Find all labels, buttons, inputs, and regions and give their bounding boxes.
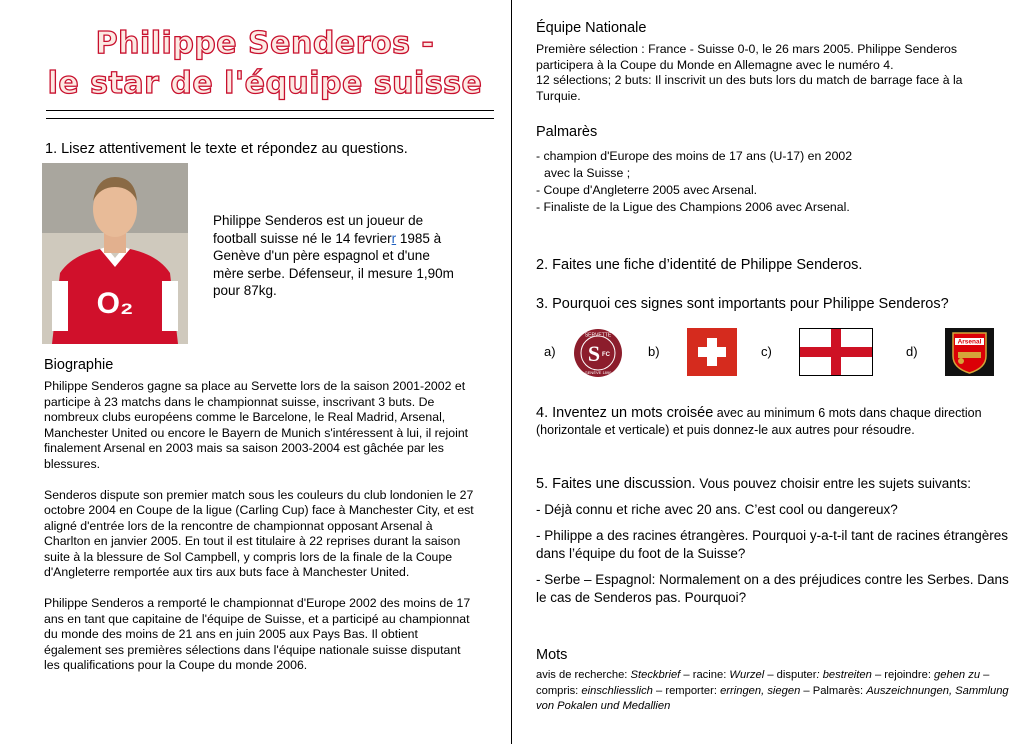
national-line-1: Première sélection : France - Suisse 0-0, le 26 mars 2005. Philippe Senderos participera à la Coupe du Monde en Allemagne avec le numéro 4. <box>536 42 958 72</box>
national-line-2: 12 sélections; 2 buts: Il inscrivit un des buts lors du match de barrage face à la Turquie. <box>536 73 963 103</box>
sign-label-a: a) <box>544 344 556 359</box>
vocab-de: : bestreiten <box>816 669 872 681</box>
vocab-fr: – Palmarès: <box>800 684 867 697</box>
sign-label-c: c) <box>761 344 772 359</box>
task-4-rest: avec au minimum 6 mots dans chaque direction (horizontale et verticale) et puis donnez-le aux autres pour résoudre. <box>536 406 982 437</box>
intro-part-2: 1985 à Genève d'un père espagnol et d'une mère serbe. Défenseur, il mesure 1,90m pour 87kg. <box>213 230 454 298</box>
palmares-item: - Finaliste de la Ligue des Champions 2006 avec Arsenal. <box>536 200 850 214</box>
servette-logo-icon <box>573 328 623 378</box>
biography-heading: Biographie <box>44 357 114 373</box>
vocab-fr: avis de recherche: <box>536 669 631 681</box>
vocab-fr: – rejoindre: <box>871 669 935 681</box>
title-rule-bottom <box>46 118 494 119</box>
servette-logo-text: SERVETTE <box>584 332 612 339</box>
task-5-lead: 5. Faites une discussion. <box>536 476 696 492</box>
vocab-de: Wurzel <box>729 669 765 681</box>
vocab-fr: – remporter: <box>652 684 721 697</box>
discussion-topic: - Philippe a des racines étrangères. Pourquoi y-a-t-il tant de racines étrangères dans l’équipe du foot de la Suisse? <box>536 528 1008 561</box>
svg-text:FC: FC <box>602 352 610 358</box>
task-5 <box>536 475 1016 607</box>
vocabulary-section <box>536 647 1016 715</box>
biography-section <box>44 357 474 689</box>
title-line-1: Philippe Senderos - <box>95 26 435 61</box>
task-5-rest: Vous pouvez choisir entre les sujets suivants: <box>695 476 971 491</box>
vocab-fr: – disputer <box>764 669 817 681</box>
biography-paragraph: Philippe Senderos a remporté le championnat d'Europe 2002 des moins de 17 ans en tant que capitaine de l'équipe de Suisse, et a participé au championnat du monde des moins de 21 ans en juin 2005 aux Pays Bas. Il obtient également ses premières sélections dans l'équipe nationale suisse disputant les qualifications pour la Coupe du monde 2006. <box>44 596 471 672</box>
swiss-flag-icon <box>687 328 737 376</box>
task-4 <box>536 405 1016 439</box>
svg-text:S: S <box>587 341 601 366</box>
player-name: Philippe Senderos <box>213 213 323 228</box>
arsenal-crest-text: Arsenal <box>957 338 982 346</box>
intro-text <box>213 212 463 300</box>
vocab-de: einschliesslich <box>581 684 653 697</box>
biography-paragraph: Senderos dispute son premier match sous les couleurs du club londonien le 27 octobre 2004 en Coupe de la ligue (Carling Cup) face à Manchester City, et est aligné d'entrée lors de la rencontre de championnat opposant Arsenal à Charlton en janvier 2005. En tout il est titulaire à 22 reprises durant la saison suite à la blessure de Sol Campbell, y compris lors de la finale de la Coupe d'Angleterre remportée aux tirs aux buts face à Manchester United. <box>44 487 474 579</box>
biography-paragraph: Philippe Senderos gagne sa place au Servette lors de la saison 2001-2002 et participe à 23 matchs dans le championnat suisse, inscrivant 3 buts. De nombreux clubs européens comme le Barcelone, le Real Madrid, Arsenal, Manchester United ou encore le Bayern de Munich s'intéressent à lui, il rejoint finalement Arsenal en 2003 mais sa saison 2003-2004 est gâchée par les blessures. <box>44 379 469 471</box>
vocab-fr: – racine: <box>680 669 730 681</box>
national-team-section <box>536 20 1016 104</box>
vocab-de: gehen zu <box>934 669 981 681</box>
discussion-topic: - Serbe – Espagnol: Normalement on a des préjudices contre les Serbes. Dans le cas de Senderos pas. Pourquoi? <box>536 572 1009 605</box>
task-1: 1. Lisez attentivement le texte et répondez au questions. <box>45 141 408 157</box>
palmares-item: avec la Suisse ; <box>544 166 631 180</box>
vocab-de: Auszeichnungen, Sammlung von Pokalen und Medallien <box>536 684 1009 712</box>
svg-text:O₂: O₂ <box>96 287 134 320</box>
column-divider <box>511 0 512 744</box>
vocab-de: erringen, siegen <box>720 684 801 697</box>
mots-heading: Mots <box>536 647 568 663</box>
vocab-fr: – compris: <box>536 669 990 697</box>
task-3: 3. Pourquoi ces signes sont importants pour Philippe Senderos? <box>536 296 949 312</box>
page-title <box>30 24 500 104</box>
sign-label-d: d) <box>906 344 918 359</box>
intro-part-1: est un joueur de football suisse né le 14 fevrier <box>213 213 424 246</box>
national-heading: Équipe Nationale <box>536 20 647 36</box>
discussion-topic: - Déjà connu et riche avec 20 ans. C’est cool ou dangereux? <box>536 502 898 517</box>
vocab-de: Steckbrief <box>630 669 681 681</box>
palmares-heading: Palmarès <box>536 124 598 140</box>
palmares-section <box>536 124 1016 216</box>
arsenal-crest-icon <box>945 328 994 376</box>
title-rule-top <box>46 110 494 111</box>
servette-logo-subtext: GENÈVE 1890 <box>584 370 612 375</box>
typo-link[interactable]: r <box>391 230 397 246</box>
palmares-item: - champion d'Europe des moins de 17 ans (U-17) en 2002 <box>536 149 853 163</box>
task-4-lead: 4. Inventez un mots croisée <box>536 405 714 421</box>
palmares-item: - Coupe d'Angleterre 2005 avec Arsenal. <box>536 183 758 197</box>
sign-label-b: b) <box>648 344 660 359</box>
task-2: 2. Faites une fiche d’identité de Philippe Senderos. <box>536 257 863 273</box>
title-line-2: le star de l'équipe suisse <box>47 66 483 101</box>
player-photo <box>42 163 188 344</box>
england-flag-icon <box>799 328 873 376</box>
